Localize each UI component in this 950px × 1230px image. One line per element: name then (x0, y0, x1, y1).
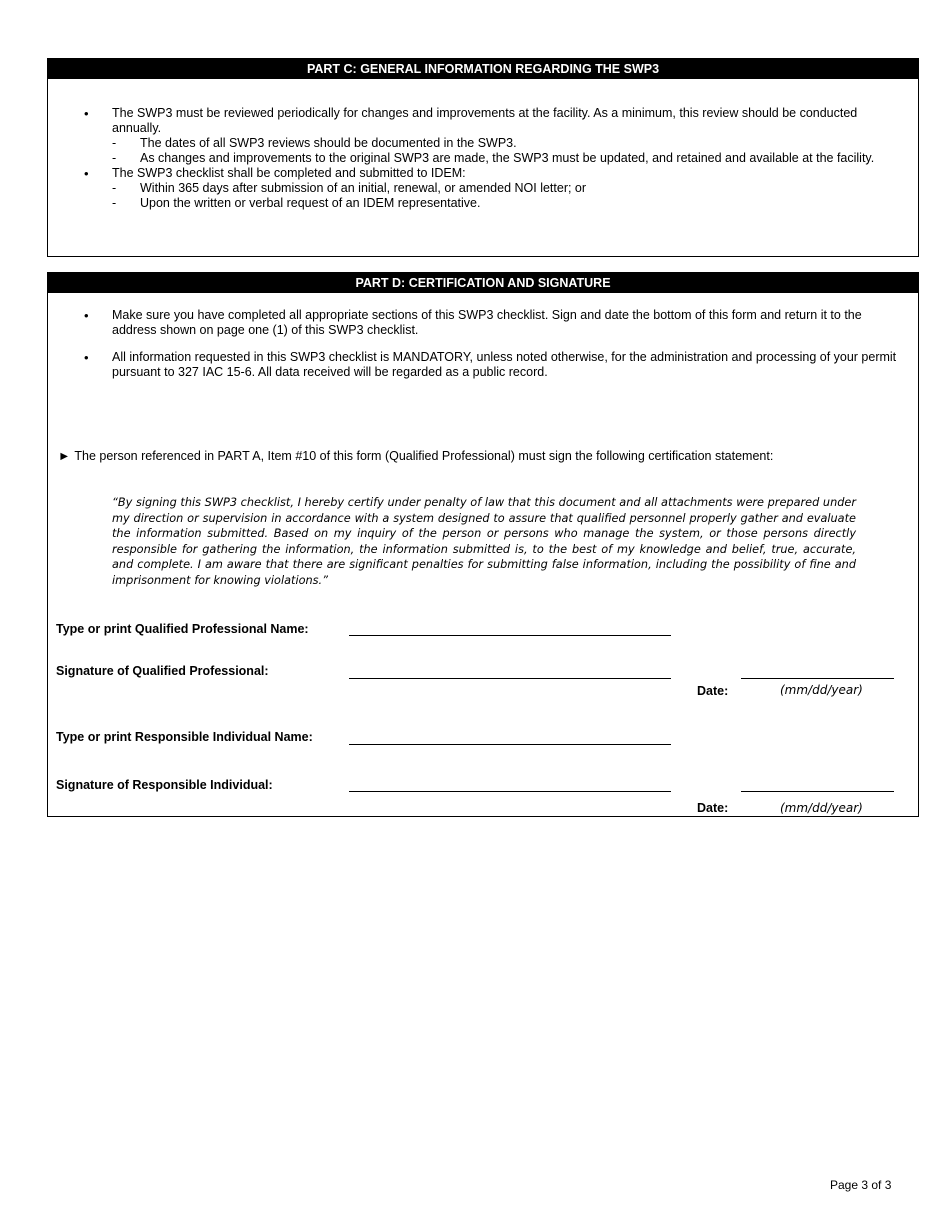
list-item: - As changes and improvements to the original SWP3 are made, the SWP3 must be updated, and retained and available at the facility. (112, 151, 906, 166)
instruction-text: The person referenced in PART A, Item #10 of this form (Qualified Professional) must sign the following certification statement: (74, 449, 774, 463)
qp-date-field[interactable] (741, 678, 894, 679)
list-item (84, 166, 906, 211)
ri-signature-field[interactable] (349, 791, 671, 792)
part-c-section (47, 58, 919, 257)
list-item: • Make sure you have completed all appropriate sections of this SWP3 checklist. Sign and date the bottom of this form and return it to the address shown on page one (1) of this SWP3 checklist. (84, 308, 906, 338)
ri-name-field[interactable] (349, 744, 671, 745)
qp-date-format: (mm/dd/year) (780, 683, 863, 697)
qp-name-field[interactable] (349, 635, 671, 636)
ri-date-format: (mm/dd/year) (780, 801, 863, 815)
part-d-title: PART D: CERTIFICATION AND SIGNATURE (48, 273, 918, 293)
part-c-sublist (112, 181, 906, 211)
part-c-bullet-text: The SWP3 checklist shall be completed and submitted to IDEM: (112, 166, 466, 180)
ri-date-field[interactable] (741, 791, 894, 792)
part-c-bullet-text: The SWP3 must be reviewed periodically for changes and improvements at the facility. As a minimum, this review should be conducted annually. (112, 106, 858, 135)
part-d-list (84, 308, 906, 392)
qp-signature-label: Signature of Qualified Professional: (56, 664, 269, 678)
ri-signature-label: Signature of Responsible Individual: (56, 778, 273, 792)
list-item: - The dates of all SWP3 reviews should be documented in the SWP3. (112, 136, 906, 151)
part-c-list (84, 106, 906, 211)
list-item: - Within 365 days after submission of an initial, renewal, or amended NOI letter; or (112, 181, 906, 196)
list-item (84, 106, 906, 166)
part-c-title: PART C: GENERAL INFORMATION REGARDING THE SWP3 (48, 59, 918, 79)
certification-instruction (58, 449, 773, 464)
list-item: - Upon the written or verbal request of an IDEM representative. (112, 196, 906, 211)
certification-statement: “By signing this SWP3 checklist, I hereby certify under penalty of law that this document and all attachments were prepared under my direction or supervision in accordance with a system designed to assure that qualified personnel properly gather and evaluate the information submitted. Based on my inquiry of the person or persons who manage the system, or those persons directly responsible for gathering the information, the information submitted is, to the best of my knowledge and belief, true, accurate, and complete. I am aware that there are significant penalties for submitting false information, including the possibility of fine and imprisonment for knowing violations.” (112, 496, 856, 587)
part-d-section (47, 272, 919, 817)
page-number: Page 3 of 3 (830, 1178, 892, 1192)
ri-date-label: Date: (697, 801, 729, 815)
part-c-sublist (112, 136, 906, 166)
ri-name-label: Type or print Responsible Individual Name: (56, 730, 313, 744)
list-item: • All information requested in this SWP3 checklist is MANDATORY, unless noted otherwise, for the administration and processing of your permit pursuant to 327 IAC 15-6. All data received will be regarded as a public record. (84, 350, 906, 380)
arrow-right-icon: ► (58, 449, 71, 463)
qp-name-label: Type or print Qualified Professional Name: (56, 622, 309, 636)
qp-date-label: Date: (697, 684, 729, 698)
qp-signature-field[interactable] (349, 678, 671, 679)
